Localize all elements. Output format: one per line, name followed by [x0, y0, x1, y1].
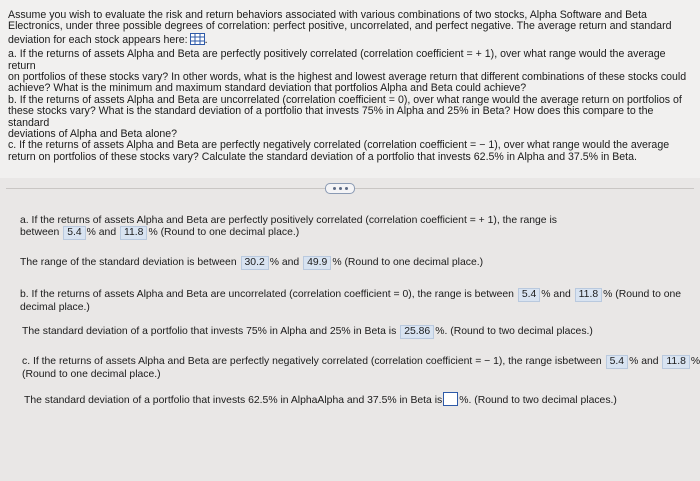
answer-a1-low-box[interactable]: 5.4	[63, 226, 85, 240]
answer-c1-line-2	[22, 368, 161, 381]
answer-c1-low-box[interactable]: 5.4	[606, 355, 628, 369]
answer-a1-line-2	[20, 226, 299, 240]
answer-b1-high-box[interactable]: 11.8	[575, 288, 602, 302]
answer-c1-line	[22, 355, 700, 369]
answer-a1-post: % (Round to one decimal place.)	[148, 227, 300, 238]
question-part-a-2: on portfolios of these stocks vary? In other words, what is the highest and lowest average return that different combinations of these stocks could	[8, 71, 687, 84]
answer-c2-post: %. (Round to two decimal places.)	[459, 395, 617, 406]
answer-a2-high-box[interactable]: 49.9	[303, 256, 331, 270]
answer-a2-text: The range of the standard deviation is between	[20, 257, 237, 268]
answer-a1-text: a. If the returns of assets Alpha and Beta are perfectly positively correlated (correlation coefficient = + 1), the range is	[20, 215, 557, 226]
question-part-c-1: c. If the returns of assets Alpha and Beta are perfectly negatively correlated (correlation coefficient = − 1), over what range would the average	[8, 139, 670, 152]
question-intro-1: Assume you wish to evaluate the risk and return behaviors associated with various combinations of two stocks, Alpha Software and Beta	[8, 9, 647, 21]
answer-a1-mid: % and	[86, 227, 117, 238]
answer-a2-mid: % and	[269, 257, 300, 268]
answer-b1-low-box[interactable]: 5.4	[518, 288, 540, 302]
question-part-b-1: b. If the returns of assets Alpha and Beta are uncorrelated (correlation coefficient = 0), over what range would the average return on portfolios of	[8, 93, 682, 106]
question-intro-2: Electronics, under three possible degrees of correlation: perfect positive, uncorrelated, and perfect negative. The average return and standard	[8, 20, 672, 33]
question-part-c-2: return on portfolios of these stocks vary? Calculate the standard deviation of a portfolio that invests 62.5% in Alpha and 37.5% in Beta.	[8, 150, 637, 163]
answer-b2-text: The standard deviation of a portfolio that invests 75% in Alpha and 25% in Beta is	[22, 326, 397, 337]
question-panel	[0, 0, 700, 178]
answer-b1-post2: decimal place.)	[20, 302, 90, 313]
answer-c1-text: c. If the returns of assets Alpha and Beta are perfectly negatively correlated (correlation coefficient = − 1), the range isbetween	[22, 356, 602, 367]
answer-c2-text: The standard deviation of a portfolio that invests 62.5% in AlphaAlpha and 37.5% in Beta is	[24, 395, 443, 406]
question-part-a-3: achieve? What is the minimum and maximum standard deviation that portfolios Alpha and Beta could achieve?	[8, 82, 527, 95]
answer-b1-line-2	[20, 301, 90, 314]
question-part-b-2: these stocks vary? What is the standard deviation of a portfolio that invests 75% in Alpha and 25% in Beta? How does this compare to the standard	[8, 105, 654, 129]
question-intro-3-text: deviation for each stock appears here:	[8, 33, 188, 46]
answer-b1-line	[20, 288, 681, 302]
question-intro-3: deviation for each stock appears here: .	[8, 33, 208, 46]
question-part-a-1: a. If the returns of assets Alpha and Beta are perfectly positively correlated (correlation coefficient = + 1), over what range would the average return	[8, 48, 666, 72]
answer-c2-input[interactable]	[443, 392, 458, 406]
answer-a2-line	[20, 256, 483, 270]
answer-a2-post: % (Round to one decimal place.)	[332, 257, 484, 268]
answer-a1-high-box[interactable]: 11.8	[120, 226, 147, 240]
answer-a1-between: between	[20, 227, 60, 238]
data-table-icon[interactable]	[190, 33, 205, 45]
question-part-b-3: deviations of Alpha and Beta alone?	[8, 128, 178, 141]
answer-a2-low-box[interactable]: 30.2	[241, 256, 269, 270]
answer-b1-mid: % and	[541, 289, 571, 300]
answer-b2-line	[22, 325, 593, 339]
dot-icon	[333, 187, 336, 190]
dot-icon	[339, 187, 342, 190]
dot-icon	[345, 187, 348, 190]
answer-c1-mid: % and	[629, 356, 659, 367]
answer-c1-post2: (Round to one decimal place.)	[22, 369, 161, 380]
expand-more-button[interactable]	[325, 183, 355, 194]
answer-c1-high-box[interactable]: 11.8	[662, 355, 689, 369]
answer-b1-text: b. If the returns of assets Alpha and Beta are uncorrelated (correlation coefficient = 0), the range is between	[20, 289, 514, 300]
answer-c2-line	[24, 392, 617, 407]
answer-b2-box[interactable]: 25.86	[400, 325, 434, 339]
answer-c1-post: %	[690, 356, 700, 367]
answer-b2-post: %. (Round to two decimal places.)	[435, 326, 593, 337]
answer-b1-post: % (Round to one	[603, 289, 682, 300]
